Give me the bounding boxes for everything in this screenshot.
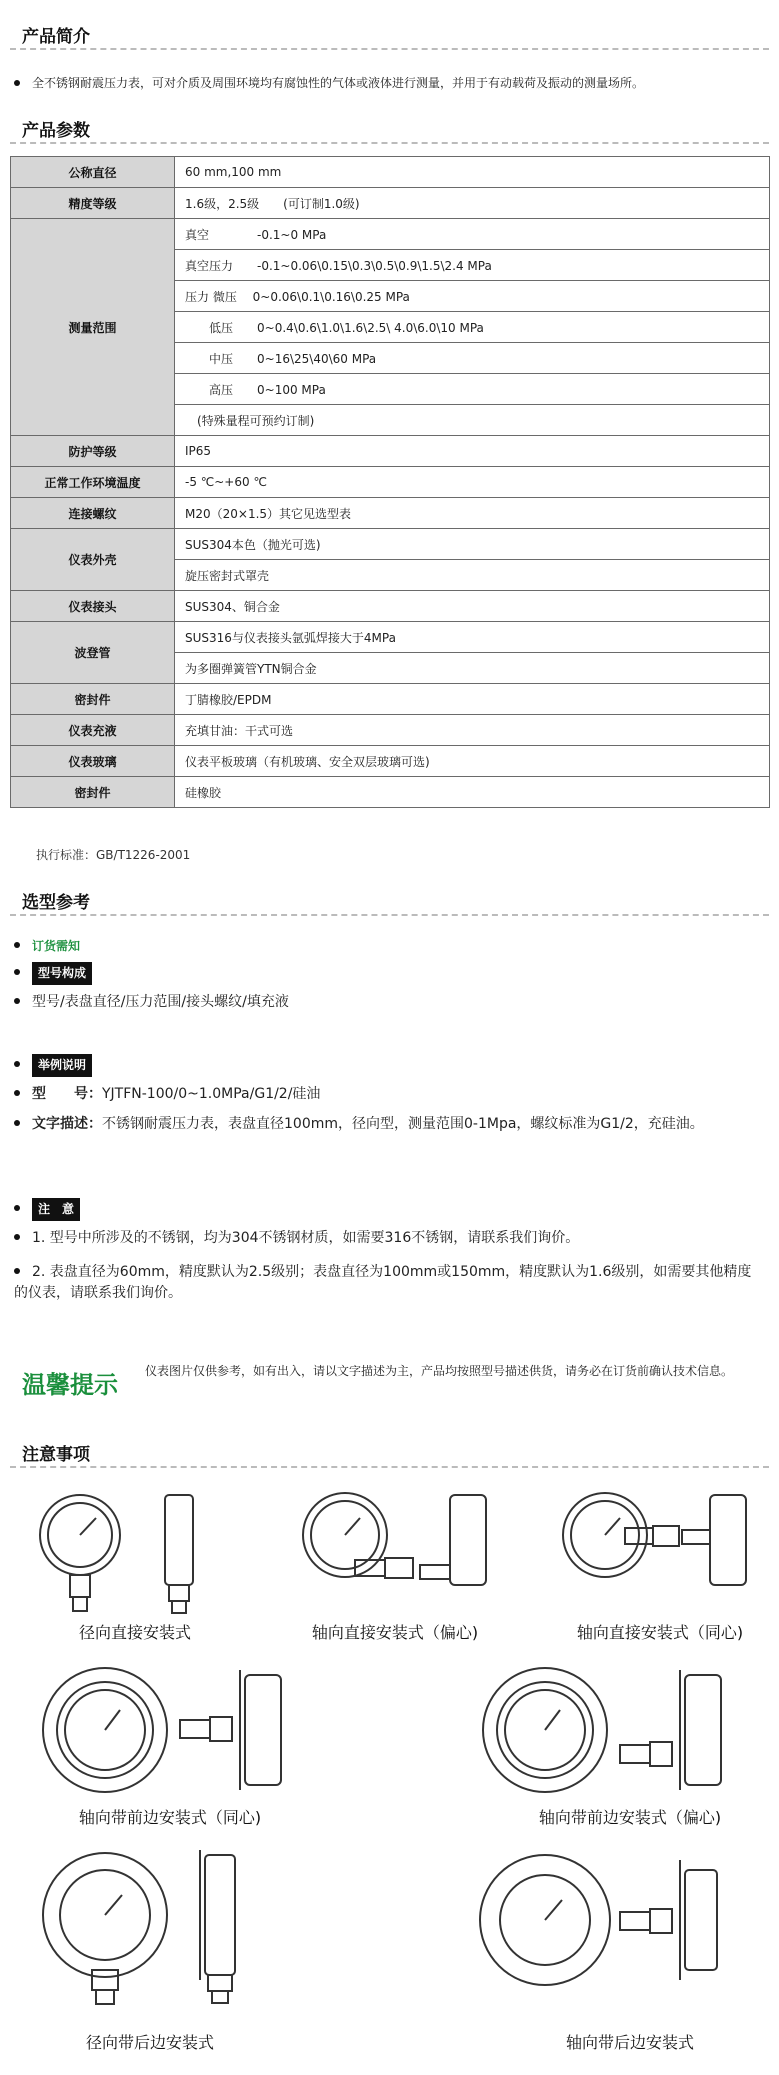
model-text: 型号/表盘直径/压力范围/接头螺纹/填充液 <box>32 994 289 1010</box>
params-table <box>10 156 770 808</box>
gauge-diagram-radial-back-flange <box>30 1850 250 2010</box>
param-label: 正常工作环境温度 <box>11 467 175 498</box>
table-row <box>11 467 770 498</box>
param-value: 旋压密封式罩壳 <box>175 560 770 591</box>
param-value: SUS316与仪表接头氩弧焊接大于4MPa <box>175 622 770 653</box>
param-label: 密封件 <box>11 684 175 715</box>
note-tag-item <box>14 1198 80 1221</box>
table-row <box>11 684 770 715</box>
param-label: 密封件 <box>11 777 175 808</box>
bullet-icon <box>14 942 20 948</box>
table-row <box>11 529 770 560</box>
table-row <box>11 498 770 529</box>
param-value: 硅橡胶 <box>175 777 770 808</box>
param-value: SUS304本色（抛光可选) <box>175 529 770 560</box>
install-caption: 轴向直接安装式（偏心) <box>311 1623 479 1642</box>
bullet-icon <box>14 1120 20 1126</box>
gauge-diagram-axial-back-flange <box>470 1850 730 2010</box>
model-tag-item <box>14 962 92 985</box>
param-label: 精度等级 <box>11 188 175 219</box>
param-value: IP65 <box>175 436 770 467</box>
bullet-icon <box>14 1061 20 1067</box>
param-value: 为多圈弹簧管YTN铜合金 <box>175 653 770 684</box>
intro-item <box>14 74 644 91</box>
note-item <box>14 1262 754 1304</box>
model-item <box>14 992 289 1013</box>
bullet-icon <box>14 998 20 1004</box>
table-row <box>11 591 770 622</box>
note-tag: 注 意 <box>32 1198 80 1221</box>
install-caption: 轴向带前边安装式（偏心) <box>538 1808 722 1827</box>
install-caption: 轴向带前边安装式（同心) <box>78 1808 262 1827</box>
install-divider <box>10 1466 769 1468</box>
gauge-diagram-axial-concentric <box>550 1490 750 1620</box>
bullet-icon <box>14 1234 20 1240</box>
table-row <box>11 157 770 188</box>
param-value: 充填甘油：干式可选 <box>175 715 770 746</box>
gauge-diagram-radial-direct <box>20 1490 220 1620</box>
param-value: 中压 0~16\25\40\60 MPa <box>175 343 770 374</box>
model-tag: 型号构成 <box>32 962 92 985</box>
bullet-icon <box>14 80 20 86</box>
tip-text: 仪表图片仅供参考，如有出入，请以文字描述为主，产品均按照型号描述供货，请务必在订货前确认技术信息。 <box>145 1364 734 1378</box>
param-value: 高压 0~100 MPa <box>175 374 770 405</box>
bullet-icon <box>14 1268 20 1274</box>
gauge-diagram-axial-eccentric <box>290 1490 490 1620</box>
tip-title: 温馨提示 <box>22 1371 118 1399</box>
install-caption: 径向带后边安装式 <box>85 2033 214 2052</box>
param-label: 仪表充液 <box>11 715 175 746</box>
param-label: 仪表接头 <box>11 591 175 622</box>
param-value: (特殊量程可预约订制) <box>175 405 770 436</box>
bullet-icon <box>14 1090 20 1096</box>
param-label: 连接螺纹 <box>11 498 175 529</box>
example-model-value: YJTFN-100/0~1.0MPa/G1/2/硅油 <box>102 1086 321 1102</box>
param-value: 仪表平板玻璃（有机玻璃、安全双层玻璃可选) <box>175 746 770 777</box>
example-model-label: 型 号： <box>32 1086 102 1102</box>
table-row <box>11 746 770 777</box>
param-value: 60 mm,100 mm <box>175 157 770 188</box>
bullet-icon <box>14 1205 20 1211</box>
param-value: 真空 -0.1~0 MPa <box>175 219 770 250</box>
param-label: 仪表外壳 <box>11 529 175 591</box>
table-row <box>11 219 770 250</box>
table-row <box>11 777 770 808</box>
table-row <box>11 622 770 653</box>
param-value: -5 ℃~+60 ℃ <box>175 467 770 498</box>
install-caption: 轴向带后边安装式 <box>565 2033 694 2052</box>
install-caption: 径向直接安装式 <box>78 1623 191 1642</box>
example-desc-value: 不锈钢耐震压力表，表盘直径100mm，径向型，测量范围0-1Mpa，螺纹标准为G1/2，充硅油。 <box>102 1116 704 1132</box>
param-label: 波登管 <box>11 622 175 684</box>
table-row <box>11 715 770 746</box>
param-label: 仪表玻璃 <box>11 746 175 777</box>
selection-title: 选型参考 <box>22 893 90 913</box>
table-row <box>11 436 770 467</box>
bullet-icon <box>14 969 20 975</box>
table-row <box>11 188 770 219</box>
intro-title: 产品简介 <box>22 27 90 47</box>
example-desc-label: 文字描述： <box>32 1116 102 1132</box>
param-label: 防护等级 <box>11 436 175 467</box>
param-value: 丁腈橡胶/EPDM <box>175 684 770 715</box>
example-model-item <box>14 1084 320 1105</box>
param-value: 真空压力 -0.1~0.06\0.15\0.3\0.5\0.9\1.5\2.4 MPa <box>175 250 770 281</box>
param-label: 公称直径 <box>11 157 175 188</box>
gauge-diagram-front-flange-eccentric <box>480 1665 740 1805</box>
note-text: 1. 型号中所涉及的不锈钢，均为304不锈钢材质，如需要316不锈钢，请联系我们询价。 <box>32 1230 580 1246</box>
install-title: 注意事项 <box>22 1445 90 1465</box>
param-value: 低压 0~0.4\0.6\1.0\1.6\2.5\ 4.0\6.0\10 MPa <box>175 312 770 343</box>
example-desc-item <box>14 1114 754 1135</box>
example-tag-item <box>14 1054 92 1077</box>
order-note-text: 订货需知 <box>32 939 81 953</box>
standard-text: 执行标准：GB/T1226-2001 <box>36 848 191 862</box>
param-value: SUS304、铜合金 <box>175 591 770 622</box>
intro-divider <box>10 48 769 50</box>
selection-divider <box>10 914 769 916</box>
intro-text: 全不锈钢耐震压力表，可对介质及周围环境均有腐蚀性的气体或液体进行测量，并用于有动载荷及振动的测量场所。 <box>32 76 645 90</box>
param-value: M20（20×1.5）其它见选型表 <box>175 498 770 529</box>
order-note <box>14 936 80 957</box>
param-value: 1.6级，2.5级 (可订制1.0级) <box>175 188 770 219</box>
param-value: 压力 微压 0~0.06\0.1\0.16\0.25 MPa <box>175 281 770 312</box>
params-divider <box>10 142 769 144</box>
param-label: 测量范围 <box>11 219 175 436</box>
install-caption: 轴向直接安装式（同心) <box>576 1623 744 1642</box>
note-item <box>14 1228 754 1249</box>
example-tag: 举例说明 <box>32 1054 92 1077</box>
note-text: 2. 表盘直径为60mm，精度默认为2.5级别；表盘直径为100mm或150mm，精度默认为1.6级别，如需要其他精度的仪表，请联系我们询价。 <box>14 1264 752 1301</box>
gauge-diagram-front-flange-concentric <box>40 1665 300 1805</box>
params-title: 产品参数 <box>22 121 90 141</box>
